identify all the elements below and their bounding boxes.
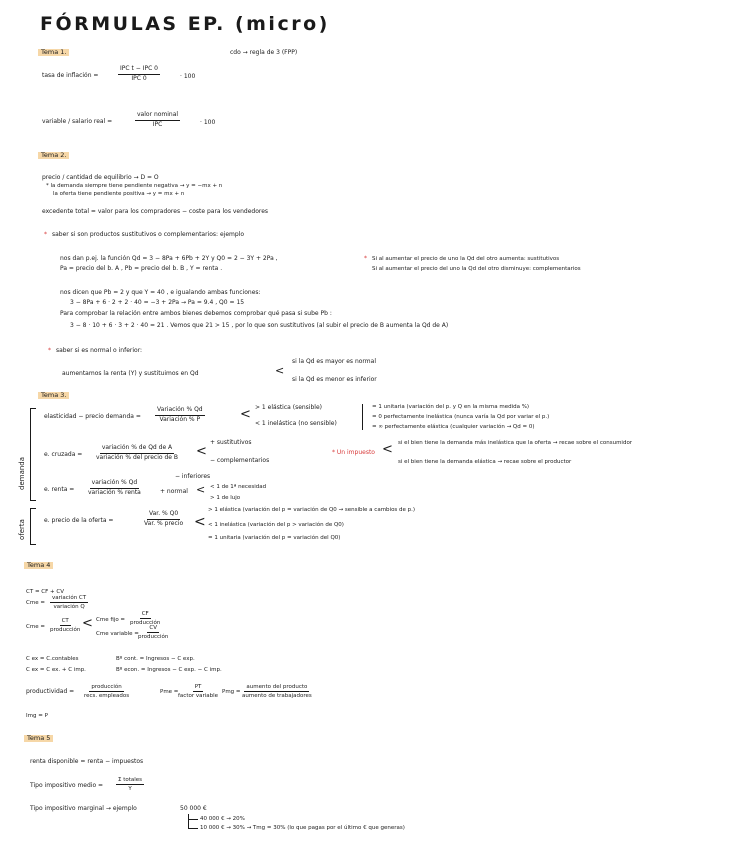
productividad-label: productividad = — [26, 688, 75, 695]
tema2-line3: la oferta tiene pendiente positiva → y = mx + n — [53, 191, 185, 197]
elasticidad-c3: = ∞ perfectamente elástica (cualquier variación → Qd = 0) — [372, 424, 535, 430]
cruzada-b2: − complementarios — [210, 457, 270, 464]
ejemplo2-line1: nos dicen que Pb = 2 y que Y = 40 , e igualando ambas funciones: — [60, 289, 261, 296]
inflacion-label: tasa de inflación = — [42, 72, 99, 79]
tipo-medio-fraction — [116, 777, 144, 793]
renta-den: variación % renta — [88, 488, 141, 496]
asterisk-regla: * — [364, 255, 367, 262]
elasticidad-num: Variación % Qd — [155, 407, 205, 416]
oferta-bracket-top — [30, 508, 36, 509]
beneficio-economico: Bº econ. = Ingresos − C exp. − C imp. — [116, 667, 222, 673]
tema5-heading: Tema 5 — [24, 735, 53, 742]
normal-text: aumentamos la renta (Y) y sustituimos en Qd — [62, 370, 199, 377]
salario-tail: · 100 — [200, 119, 216, 126]
regla-complementarios: Si al aumentar el precio del uno la Qd del otro disminuye: complementarios — [372, 266, 581, 272]
cdo-note: cdo → regla de 3 (FPP) — [230, 49, 298, 56]
regla-sustitutivos: Si al aumentar el precio de uno la Qd del otro aumenta: sustitutivos — [372, 256, 560, 262]
elasticidad-fraction — [155, 407, 205, 424]
oferta-b3: = 1 unitaria (variación del p = variación del Q0) — [208, 535, 341, 541]
demanda-bracket-top — [30, 408, 36, 409]
renta-num: variación % Qd — [90, 480, 140, 489]
inflacion-num: IPC t − IPC 0 — [118, 66, 160, 75]
cmef-label: Cme fijo = — [96, 617, 126, 623]
oferta-label: e. precio de la oferta = — [44, 517, 114, 524]
ejemplo-tree-branch1 — [188, 819, 198, 820]
tema2-line1: precio / cantidad de equilibrio → D = O — [42, 174, 159, 181]
page-title: FÓRMULAS EP. (micro) — [40, 13, 330, 35]
ejemplo-cantidad: 50 000 € — [180, 805, 207, 812]
ct-formula: CT = CF + CV — [26, 589, 65, 595]
elasticidad-c2: = 0 perfectamente inelástica (nunca varía la Qd por variar el p.) — [372, 414, 550, 420]
ejemplo1-line2: Pa = precio del b. A , Pb = precio del b. B , Y = renta . — [60, 265, 223, 272]
normal-arrow: < — [275, 364, 285, 377]
elasticidad-bracket — [362, 404, 363, 430]
elasticidad-den: Variación % P — [159, 415, 201, 423]
ejemplo-tramo2: 10 000 € → 30% → Tmg = 30% (lo que pagas por el último € que generas) — [200, 825, 405, 831]
renta-disponible: renta disponible = renta − impuestos — [30, 758, 144, 765]
cruzada-num: variación % de Qd de A — [100, 445, 174, 454]
impuesto-r1: si el bien tiene la demanda más inelástica que la oferta → recae sobre el consumidor — [398, 440, 633, 446]
oferta-side-label: oferta — [18, 519, 26, 540]
renta-b1: < 1 de 1ª necesidad — [210, 484, 267, 490]
saber-normal: saber si es normal o inferior: — [56, 347, 143, 354]
cmev-den: producción — [138, 634, 169, 641]
demanda-bracket — [30, 408, 31, 500]
productividad-fraction — [84, 684, 129, 700]
pme-label: Pme = — [160, 689, 179, 695]
renta-arrow: < — [196, 483, 206, 496]
saber-sustitutivos: saber si son productos sustitutivos o complementarios: ejemplo — [52, 231, 244, 238]
beneficio-contable: Bº cont. = Ingresos − C exp. — [116, 656, 195, 662]
pmg-den: aumento de trabajadores — [242, 693, 312, 700]
salario-den: IPC — [152, 120, 163, 128]
inflacion-fraction — [118, 66, 160, 83]
cmev-num: CV — [147, 625, 159, 633]
oferta-b1: > 1 elástica (variación del p = variación de Q0 → sensible a cambios de p.) — [208, 507, 416, 513]
tema2-heading: Tema 2. — [38, 152, 69, 159]
pme-fraction — [178, 684, 218, 700]
elasticidad-c1: = 1 unitaria (variación del p. y Q en la misma medida %) — [372, 404, 530, 410]
ejemplo-tramo1: 40 000 € → 20% — [200, 816, 245, 822]
oferta-bracket-bottom — [30, 544, 36, 545]
cex-line2: C ex = C ex. + C imp. — [26, 667, 86, 673]
asterisk-normal: * — [48, 347, 51, 354]
demanda-bracket-bottom — [30, 500, 36, 501]
impuesto-arrow: < — [382, 442, 393, 457]
img-formula: Img = P — [26, 713, 48, 719]
salario-num: valor nominal — [135, 112, 180, 121]
cex-line1: C ex = C.contables — [26, 656, 79, 662]
cme2-den: producción — [50, 627, 81, 634]
elasticidad-arrow: < — [240, 407, 251, 422]
tipo-marginal: Tipo impositivo marginal → ejemplo — [30, 805, 137, 812]
oferta-fraction — [144, 511, 183, 528]
ejemplo1-line1: nos dan p.ej. la función Qd = 3 − 8Pa + 6Pb + 2Y y Q0 = 2 − 3Y + 2Pa , — [60, 255, 278, 262]
ejemplo2-line2: 3 − 8Pa + 6 · 2 + 2 · 40 = −3 + 2Pa → Pa = 9.4 , Q0 = 15 — [70, 299, 245, 306]
pmg-fraction — [242, 684, 312, 700]
cme2-arrow: < — [82, 616, 93, 631]
tema3-heading: Tema 3. — [38, 392, 69, 399]
oferta-num: Var. % Q0 — [147, 511, 180, 520]
renta-b3: > 1 de lujo — [210, 495, 241, 501]
elasticidad-label: elasticidad − precio demanda = — [44, 413, 141, 420]
oferta-bracket — [30, 508, 31, 544]
impuesto-label: * Un impuesto — [332, 449, 375, 456]
renta-b0: − inferiores — [175, 473, 211, 480]
pme-den: factor variable — [178, 693, 219, 700]
tema1-heading: Tema 1. — [38, 49, 69, 56]
tema2-line2: * la demanda siempre tiene pendiente negativa → y = −mx + n — [46, 183, 223, 189]
elasticidad-b2: < 1 inelástica (no sensible) — [255, 420, 337, 427]
cruzada-fraction — [96, 445, 178, 462]
pmg-label: Pmg = — [222, 689, 241, 695]
cmev-label: Cme variable = — [96, 631, 139, 637]
cme2-num: CT — [60, 618, 71, 626]
salario-fraction — [135, 112, 180, 129]
renta-label: e. renta = — [44, 486, 75, 493]
normal-result2: si la Qd es menor es inferior — [292, 376, 377, 383]
cme-fraction — [50, 595, 88, 611]
ejemplo-tree-branch2 — [188, 828, 198, 829]
cruzada-label: e. cruzada = — [44, 451, 83, 458]
ejemplo2-line3: Para comprobar la relación entre ambos bienes debemos comprobar qué pasa si sube Pb : — [60, 310, 332, 317]
inflacion-den: IPC 0 — [131, 74, 147, 82]
ejemplo-tree-vertical — [188, 814, 189, 828]
pmg-num: aumento del producto — [244, 684, 309, 692]
oferta-b2: < 1 inelástica (variación del p > variación de Q0) — [208, 522, 344, 528]
demanda-side-label: demanda — [18, 456, 26, 490]
inflacion-tail: · 100 — [180, 73, 196, 80]
cmef-num: CF — [140, 611, 151, 619]
tipo-medio-label: Tipo impositivo medio = — [30, 782, 104, 789]
salario-label: variable / salario real = — [42, 118, 113, 125]
tipo-medio-num: Σ totales — [116, 777, 144, 785]
renta-fraction — [88, 480, 141, 497]
productividad-den: recs. empleados — [84, 693, 130, 700]
cme-label: Cme = — [26, 600, 45, 606]
productividad-num: producción — [89, 684, 123, 692]
tema2-line4: excedente total = valor para los compradores − coste para los vendedores — [42, 208, 269, 215]
elasticidad-b1: > 1 elástica (sensible) — [255, 404, 322, 411]
cme2-label: Cme = — [26, 624, 45, 630]
cme-num: variación CT — [50, 595, 88, 603]
cme-den: variación Q — [53, 604, 85, 611]
oferta-den: Var. % precio — [144, 519, 184, 527]
oferta-arrow: < — [194, 514, 206, 530]
tema4-heading: Tema 4 — [24, 562, 53, 569]
cruzada-den: variación % del precio de B — [96, 453, 178, 461]
ejemplo2-line4: 3 − 8 · 10 + 6 · 3 + 2 · 40 = 21 . Vemos que 21 > 15 , por lo que son sustitutivos (al subir el precio de B aumenta la Qd de A) — [70, 322, 449, 329]
cmef-den: producción — [130, 620, 161, 627]
tipo-medio-den: Y — [128, 786, 132, 793]
impuesto-r2: si el bien tiene la demanda elástica → recae sobre el productor — [398, 459, 572, 465]
asterisk-sust: * — [44, 231, 47, 238]
cme2-fraction — [50, 618, 80, 634]
normal-result1: si la Qd es mayor es normal — [292, 358, 376, 365]
cruzada-arrow: < — [196, 444, 207, 459]
cruzada-b1: + sustitutivos — [210, 439, 252, 446]
renta-b2: + normal — [160, 488, 188, 495]
pme-num: PT — [193, 684, 204, 692]
cmev-fraction — [138, 625, 168, 641]
